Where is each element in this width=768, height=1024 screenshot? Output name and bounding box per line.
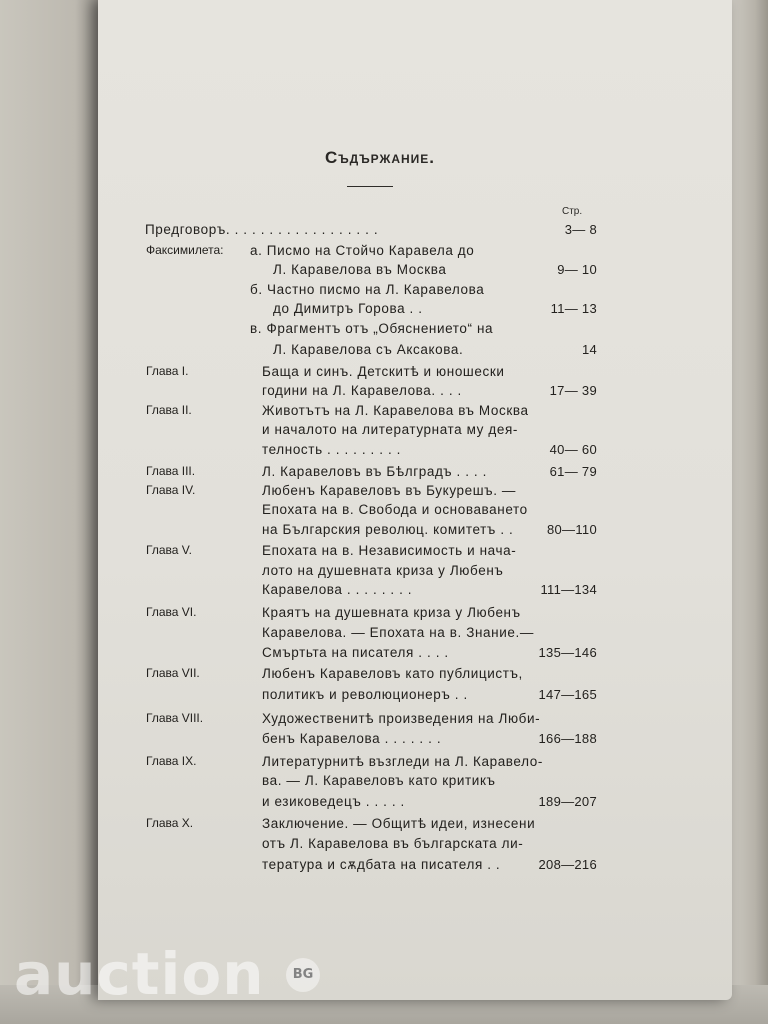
toc-entry-text: Заключение. — Общитѣ идеи, изнесени	[262, 816, 536, 831]
toc-page-numbers: 135—146	[538, 645, 597, 660]
toc-entry-text: на Българския революц. комитетъ . .	[262, 522, 514, 537]
toc-entry-text: Животътъ на Л. Каравелова въ Москва	[262, 403, 529, 418]
toc-entry-text: бенъ Каравелова . . . . . . .	[262, 731, 442, 746]
toc-entry-text: тература и сѫдбата на писателя . .	[262, 857, 501, 872]
toc-chapter-label: Факсимилета:	[146, 243, 224, 257]
toc-entry-text: Любенъ Каравеловъ като публицистъ,	[262, 666, 523, 681]
toc-page-numbers: 166—188	[538, 731, 597, 746]
toc-page-numbers: 80—110	[547, 522, 597, 537]
page-title: Съдържание.	[324, 148, 436, 167]
toc-entry-text: Л. Каравелова въ Москва	[273, 262, 447, 277]
toc-entry-text: телность . . . . . . . . .	[262, 442, 402, 457]
toc-entry-text: а. Писмо на Стойчо Каравела до	[250, 243, 475, 258]
toc-entry-text: Л. Каравеловъ въ Бѣлградъ . . . .	[262, 464, 487, 479]
toc-chapter-label: Глава III.	[146, 464, 196, 478]
toc-page-numbers: 189—207	[538, 794, 597, 809]
toc-page-numbers: 9— 10	[557, 262, 597, 277]
toc-entry-text: Литературнитѣ възгледи на Л. Каравело-	[262, 754, 543, 769]
toc-chapter-label: Глава VIII.	[146, 711, 204, 725]
toc-page-numbers: 17— 39	[549, 383, 597, 398]
toc-entry-text: Предговоръ. . . . . . . . . . . . . . . . . .	[145, 222, 379, 237]
toc-entry-text: отъ Л. Каравелова въ българската ли-	[262, 836, 524, 851]
watermark-badge: BG	[286, 958, 320, 992]
toc-chapter-label: Глава VI.	[146, 605, 197, 619]
toc-entry-text: и езиковедецъ . . . . .	[262, 794, 405, 809]
toc-entry-text: Каравелова . . . . . . . .	[262, 582, 413, 597]
toc-entry-text: Епохата на в. Свобода и основаването	[262, 502, 528, 517]
toc-chapter-label: Глава II.	[146, 403, 192, 417]
toc-entry-text: Каравелова. — Епохата на в. Знание.—	[262, 625, 534, 640]
toc-page-numbers: 40— 60	[549, 442, 597, 457]
toc-entry-text: Баща и синъ. Детскитѣ и юношески	[262, 364, 505, 379]
toc-entry-text: години на Л. Каравелова. . . .	[262, 383, 462, 398]
toc-page-numbers: 3— 8	[564, 222, 597, 237]
toc-entry-text: до Димитръ Горова . .	[273, 301, 423, 316]
toc-page-numbers: 111—134	[540, 582, 597, 597]
toc-entry-text: политикъ и революционеръ . .	[262, 687, 468, 702]
toc-page-numbers: 208—216	[538, 857, 597, 872]
watermark-text: auction	[14, 940, 265, 1008]
toc-entry-text: и началото на литературната му дея-	[262, 422, 518, 437]
toc-entry-text: Л. Каравелова съ Аксакова.	[273, 342, 464, 357]
toc-chapter-label: Глава X.	[146, 816, 194, 830]
toc-page-numbers: 147—165	[538, 687, 597, 702]
toc-entry-text: Художественитѣ произведения на Люби-	[262, 711, 541, 726]
toc-entry-text: Смъртьта на писателя . . . .	[262, 645, 449, 660]
toc-entry-text: Епохата на в. Независимость и нача-	[262, 543, 517, 558]
page-column-label: Стр.	[562, 206, 583, 217]
toc-chapter-label: Глава V.	[146, 543, 192, 557]
toc-chapter-label: Глава VII.	[146, 666, 200, 680]
toc-chapter-label: Глава IX.	[146, 754, 197, 768]
toc-chapter-label: Глава IV.	[146, 483, 196, 497]
toc-entry-text: б. Частно писмо на Л. Каравелова	[250, 282, 485, 297]
toc-chapter-label: Глава I.	[146, 364, 189, 378]
toc-entry-text: Краятъ на душевната криза у Любенъ	[262, 605, 521, 620]
toc-entry-text: в. Фрагментъ отъ „Обяснението“ на	[250, 321, 494, 336]
toc-page-numbers: 14	[581, 342, 597, 357]
toc-page-numbers: 11— 13	[550, 301, 597, 316]
toc-page-numbers: 61— 79	[549, 464, 597, 479]
toc-entry-text: ва. — Л. Каравеловъ като критикъ	[262, 773, 496, 788]
toc-entry-text: Любенъ Каравеловъ въ Букурешъ. —	[262, 483, 516, 498]
toc-entry-text: лото на душевната криза у Любенъ	[262, 563, 504, 578]
